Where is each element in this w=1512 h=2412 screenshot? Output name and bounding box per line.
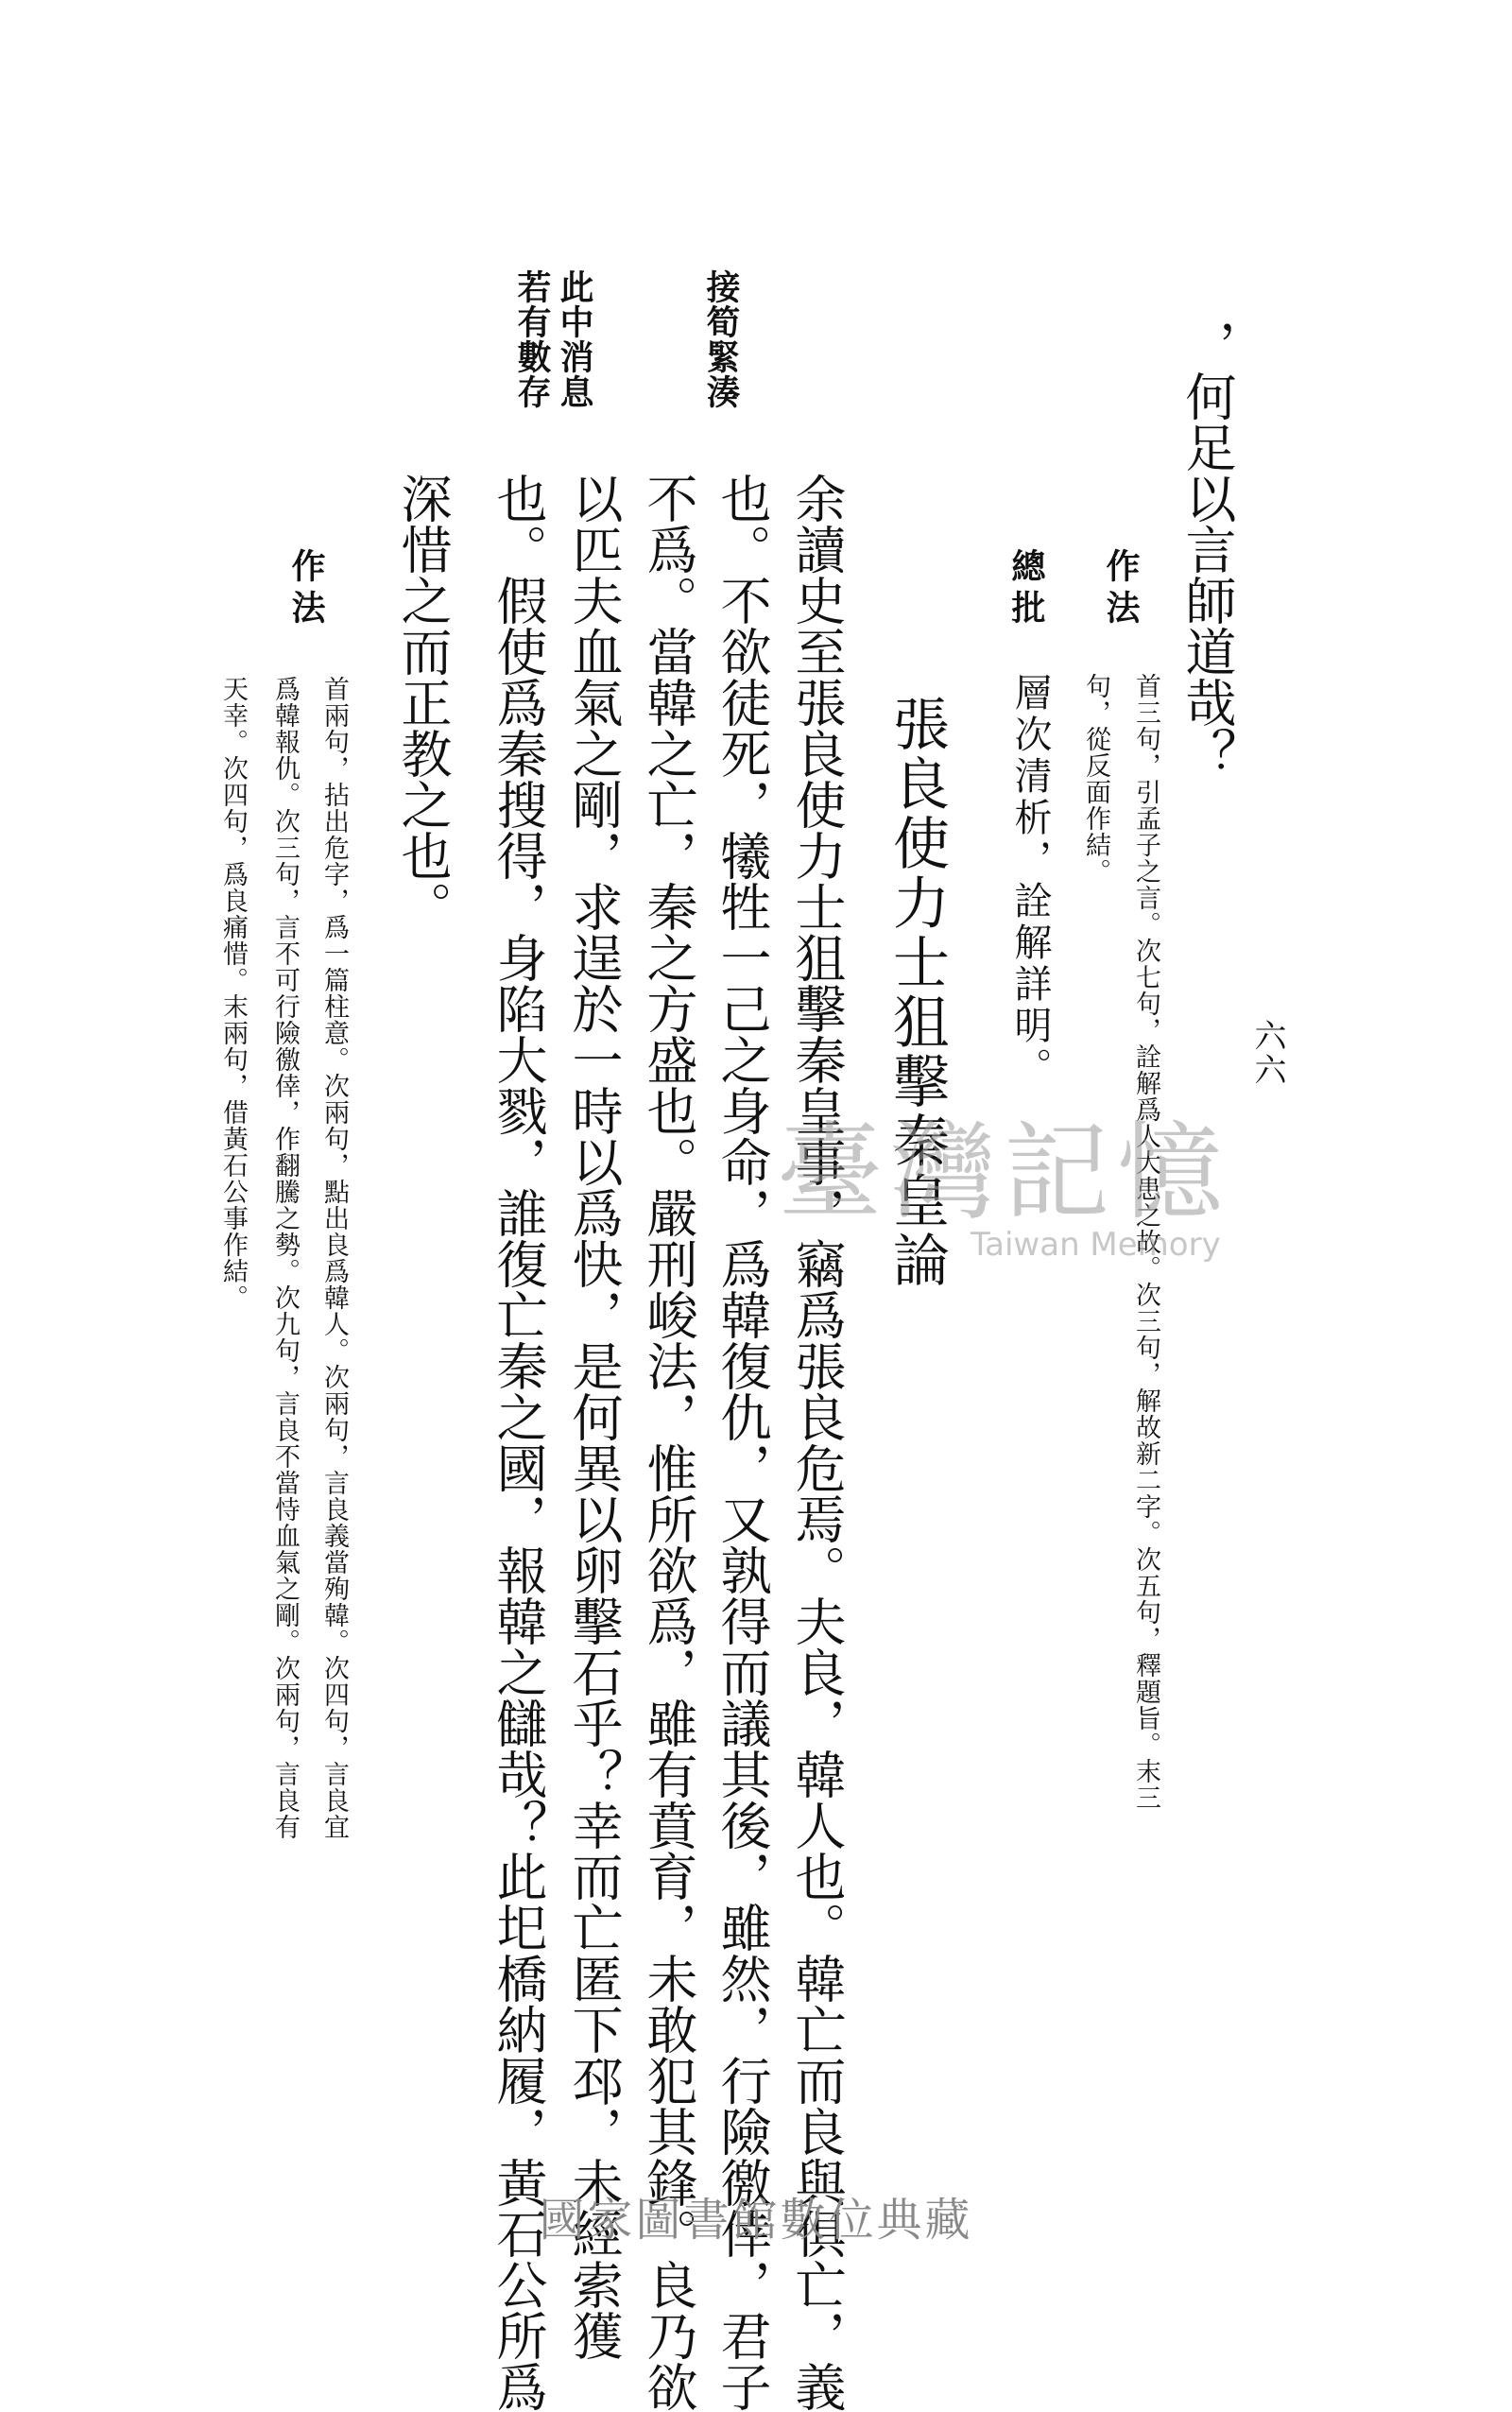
article-line: 也。不欲徒死，犧牲一己之身命，爲韓復仇，又孰得而議其後，雖然，行險徼倖，君子: [713, 473, 772, 2412]
article-method-line: 首兩句，拈出危字，爲一篇柱意。次兩句，點出良爲韓人。次兩句，言良義當殉韓。次四句，言良宜: [319, 676, 349, 1840]
prev-method-label: 作法: [1101, 548, 1141, 631]
article-method-line: 爲韓報仇。次三句，言不可行險徼倖，作翻騰之勢。次九句，言良不當恃血氣之剛。次兩句，言良有: [270, 676, 300, 1840]
side-note: 接筍緊湊: [701, 269, 741, 409]
article-line: 不爲。當韓之亡，秦之方盛也。嚴刑峻法，惟所欲爲，雖有賁育，未敢犯其鋒。良乃欲: [639, 473, 698, 2412]
prev-text-line: ，何足以言師道哉？: [1177, 319, 1237, 779]
watermark-subtitle: Taiwan Memory: [971, 1226, 1221, 1264]
article-line: 也。假使爲秦搜得，身陷大戮，誰復亡秦之國，報韓之讎哉？此圯橋納履，黃石公所爲: [489, 473, 548, 2412]
prev-method-line: 句，從反面作結。: [1081, 673, 1110, 885]
article-line: 以匹夫血氣之剛，求逞於一時以爲快，是何異以卵擊石乎？幸而亡匿下邳，未經索獲: [564, 473, 624, 2361]
critique-label: 總批: [1006, 548, 1046, 631]
article-method-label: 作法: [286, 548, 326, 631]
side-note: 此中消息: [555, 269, 594, 409]
article-line: 余讀史至張良使力士狙擊秦皇事，竊爲張良危焉。夫良，韓人也。韓亡而良與俱亡，義: [787, 473, 847, 2412]
watermark-logo: [777, 1111, 1240, 1281]
side-note: 若有數存: [512, 269, 552, 409]
critique-text: 層次清析，詮解詳明。: [1008, 673, 1052, 1089]
article-title: 張良使力士狙擊秦皇論: [884, 695, 950, 1290]
prev-method-line: 首三句，引孟子之言。次七句，詮解爲人大患之故。次三句，解故新二字。次五句，釋題旨。末三: [1131, 673, 1160, 1811]
article-method-line: 天幸。次四句，爲良痛惜。末兩句，借黃石公事作結。: [218, 676, 248, 1311]
article-line: 深惜之而正教之也。: [393, 473, 453, 932]
page-number: 六六: [1248, 1019, 1286, 1087]
footer-caption: 國家圖書館數位典藏: [539, 2194, 973, 2247]
watermark-title: 臺灣記憶: [777, 1111, 1230, 1234]
